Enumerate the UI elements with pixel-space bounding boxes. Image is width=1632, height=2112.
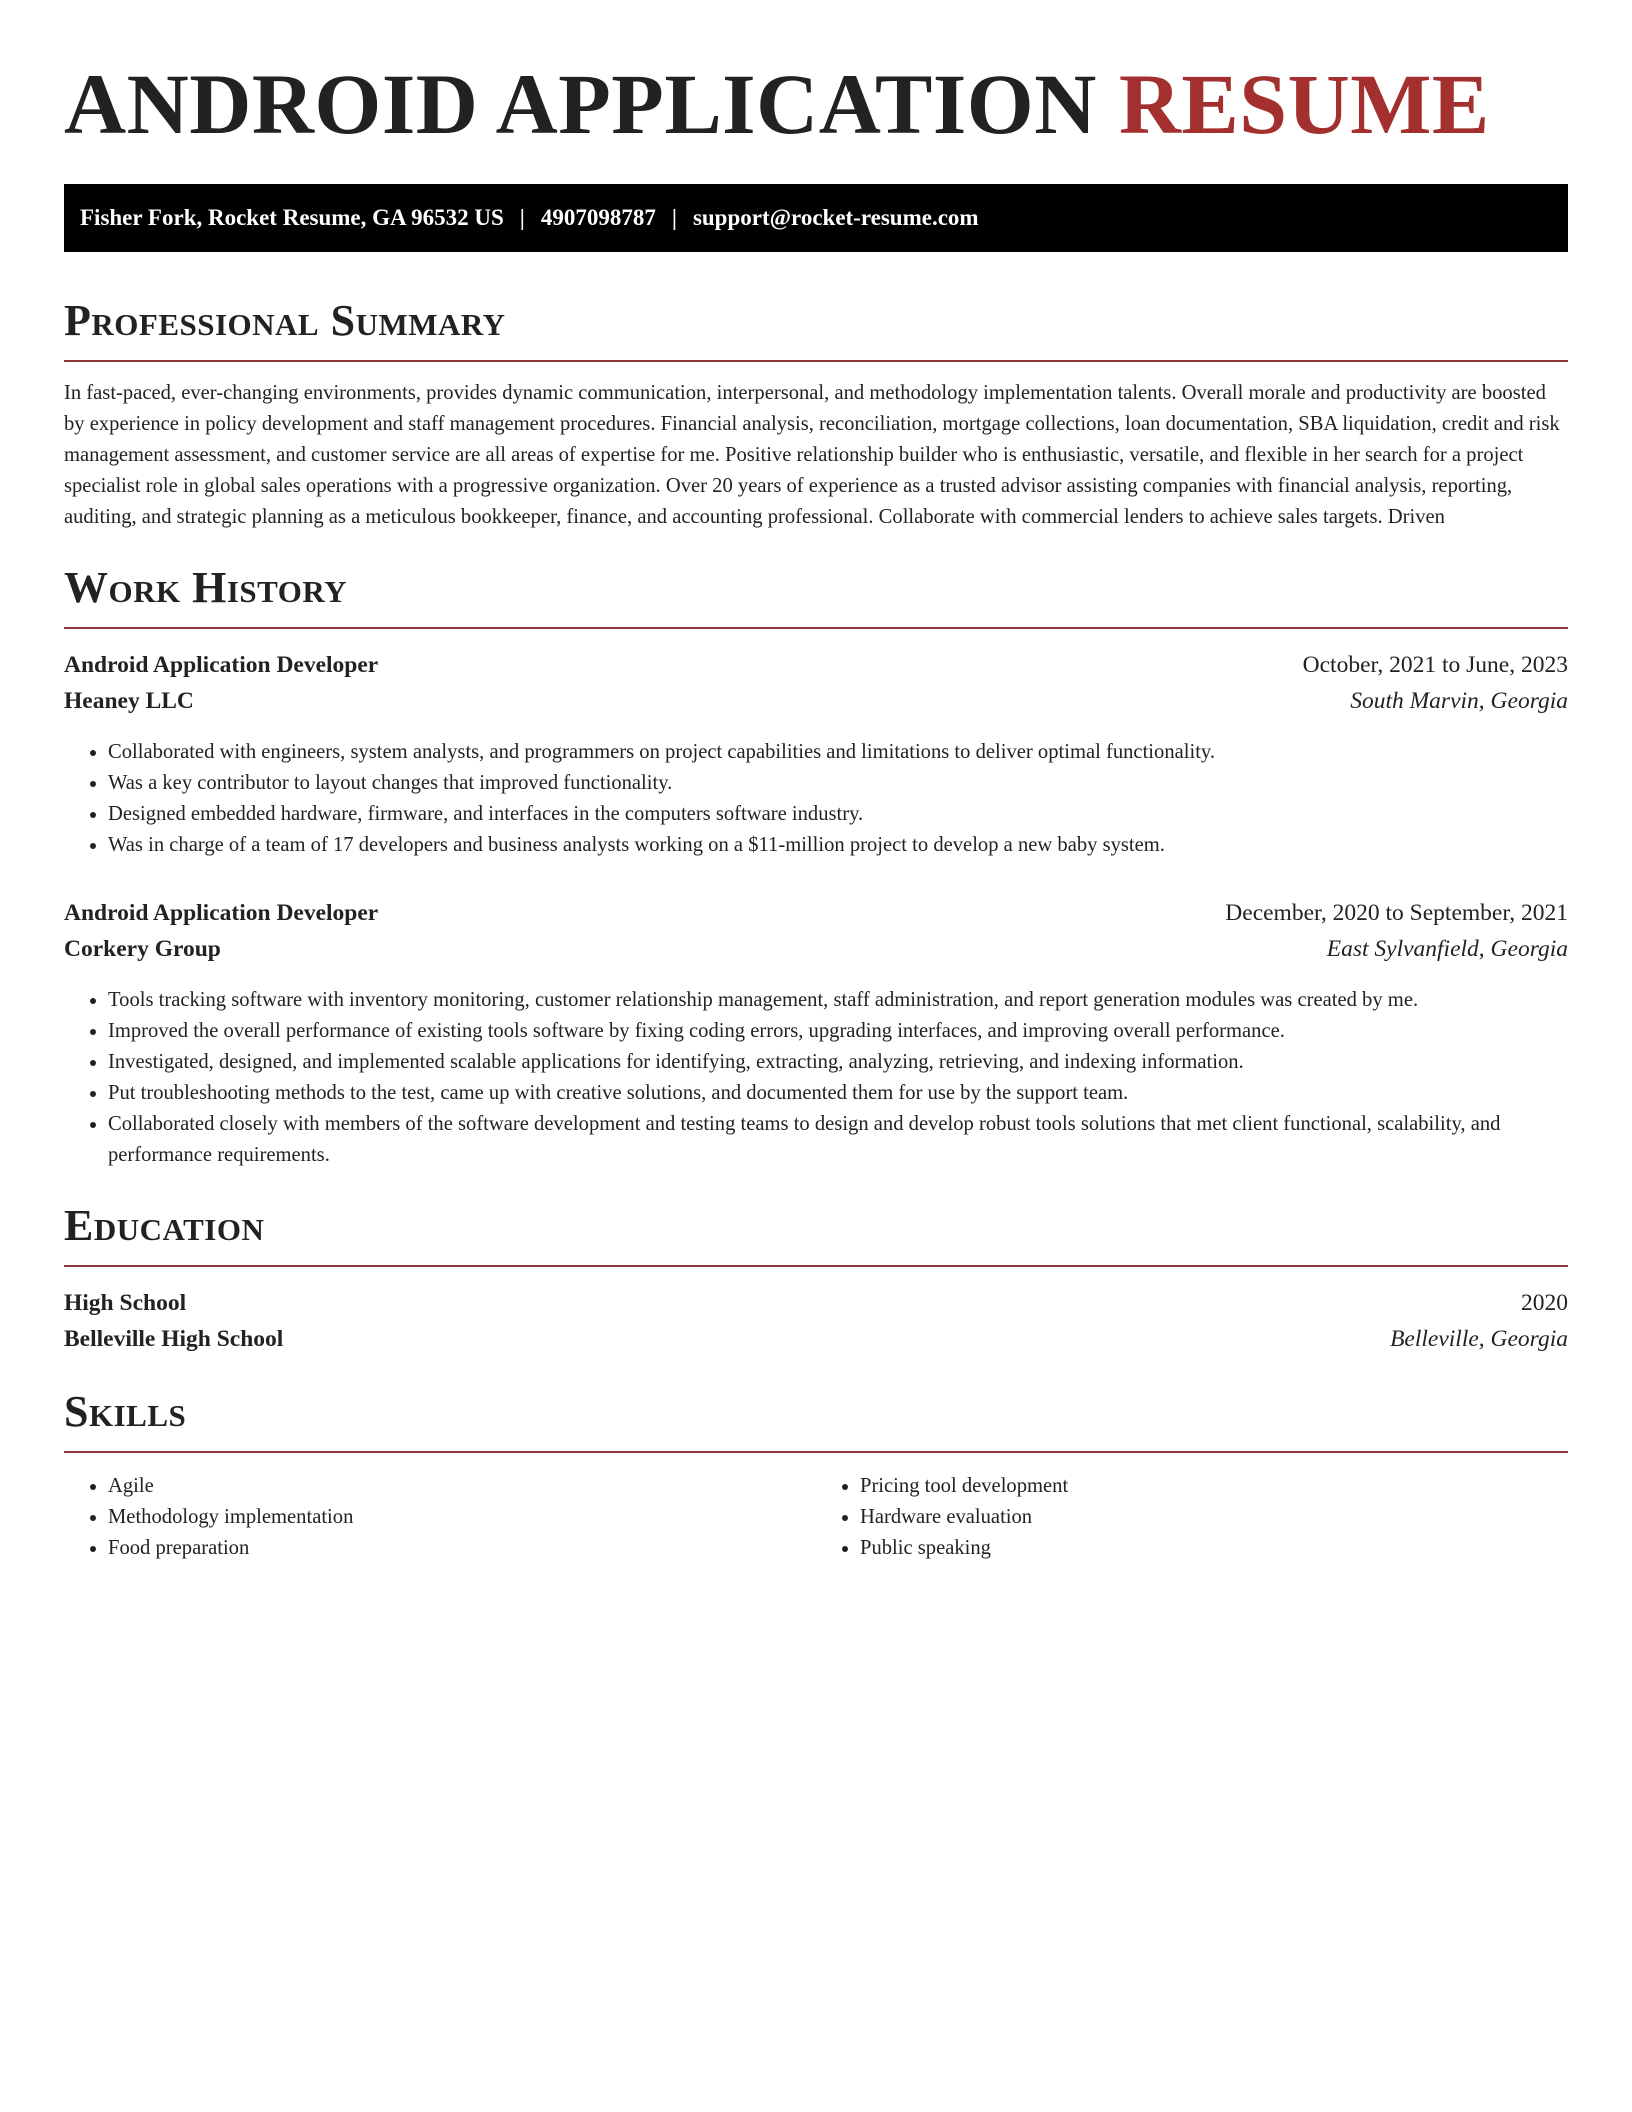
- skills-column-right: [816, 1471, 1568, 1564]
- job-bullets: [64, 985, 1568, 1171]
- job-dates: October, 2021 to June, 2023: [1302, 652, 1568, 678]
- contact-separator: |: [519, 205, 525, 230]
- resume-title: [64, 56, 1568, 152]
- skill-item: • Food preparation: [108, 1533, 816, 1564]
- contact-separator: |: [671, 205, 677, 230]
- job-bullet: • Was a key contributor to layout changes that improved functionality.: [108, 768, 1568, 799]
- contact-email: support@rocket-resume.com: [692, 205, 979, 230]
- job-bullet: • Investigated, designed, and implemented scalable applications for identifying, extracting, analyzing, retrieving, and indexing information.: [108, 1047, 1568, 1078]
- education-location: Belleville, Georgia: [1390, 1326, 1568, 1352]
- job-bullet: • Improved the overall performance of existing tools software by fixing coding errors, upgrading interfaces, and improving overall performance.: [108, 1016, 1568, 1047]
- job-title: Android Application Developer: [64, 900, 379, 926]
- job-bullet: • Collaborated closely with members of the software development and testing teams to design and develop robust tools solutions that met client functional, scalability, and performance requirements.: [108, 1109, 1568, 1171]
- section-divider: [64, 360, 1568, 362]
- job-location: South Marvin, Georgia: [1350, 688, 1568, 714]
- skills-column-left: [64, 1471, 816, 1564]
- skill-item: • Methodology implementation: [108, 1502, 816, 1533]
- job-title: Android Application Developer: [64, 652, 379, 678]
- job-bullet: • Tools tracking software with inventory monitoring, customer relationship management, staff administration, and report generation modules was created by me.: [108, 985, 1568, 1016]
- summary-heading: Professional Summary: [64, 296, 506, 345]
- education-school: Belleville High School: [64, 1326, 284, 1352]
- job-location: East Sylvanfield, Georgia: [1326, 936, 1568, 962]
- work-history-heading: Work History: [64, 563, 348, 612]
- job-entry: [64, 647, 1568, 861]
- education-degree: High School: [64, 1290, 187, 1316]
- title-accent: RESUME: [1118, 56, 1490, 152]
- summary-text: In fast-paced, ever-changing environments, provides dynamic communication, interpersonal, and methodology implementation talents. Overall morale and productivity are boosted by experience in policy development and staff management procedures. Financial analysis, reconciliation, mortgage collections, loan documentation, SBA liquidation, credit and risk management assessment, and customer service are all areas of expertise for me. Positive relationship builder who is enthusiastic, versatile, and flexible in her search for a project specialist role in global sales operations with a progressive organization. Over 20 years of experience as a trusted advisor assisting companies with financial analysis, reporting, auditing, and strategic planning as a meticulous bookkeeper, finance, and accounting professional. Collaborate with commercial lenders to achieve sales targets. Driven: [64, 382, 1560, 528]
- job-dates: December, 2020 to September, 2021: [1225, 900, 1568, 926]
- title-main: ANDROID APPLICATION: [64, 56, 1097, 152]
- section-divider: [64, 1451, 1568, 1453]
- skills-heading: Skills: [64, 1387, 187, 1436]
- section-divider: [64, 627, 1568, 629]
- contact-address: Fisher Fork, Rocket Resume, GA 96532 US: [80, 205, 504, 230]
- job-bullet: • Put troubleshooting methods to the test, came up with creative solutions, and documented them for use by the support team.: [108, 1078, 1568, 1109]
- contact-phone: 4907098787: [540, 205, 656, 230]
- skill-item: • Pricing tool development: [860, 1471, 1568, 1502]
- education-year: 2020: [1521, 1290, 1568, 1316]
- job-bullets: [64, 737, 1568, 861]
- job-bullet: • Was in charge of a team of 17 developers and business analysts working on a $11-million project to develop a new baby system.: [108, 830, 1568, 861]
- skill-item: • Public speaking: [860, 1533, 1568, 1564]
- skill-item: • Agile: [108, 1471, 816, 1502]
- job-entry: [64, 895, 1568, 1171]
- job-company: Heaney LLC: [64, 688, 194, 714]
- job-bullet: • Designed embedded hardware, firmware, and interfaces in the computers software industry.: [108, 799, 1568, 830]
- skills-list: [64, 1471, 1568, 1564]
- education-heading: Education: [64, 1201, 265, 1250]
- job-bullet: • Collaborated with engineers, system analysts, and programmers on project capabilities and limitations to deliver optimal functionality.: [108, 737, 1568, 768]
- section-divider: [64, 1265, 1568, 1267]
- skill-item: • Hardware evaluation: [860, 1502, 1568, 1533]
- job-company: Corkery Group: [64, 936, 221, 962]
- education-entry: [64, 1285, 1568, 1357]
- contact-bar: [64, 184, 1568, 252]
